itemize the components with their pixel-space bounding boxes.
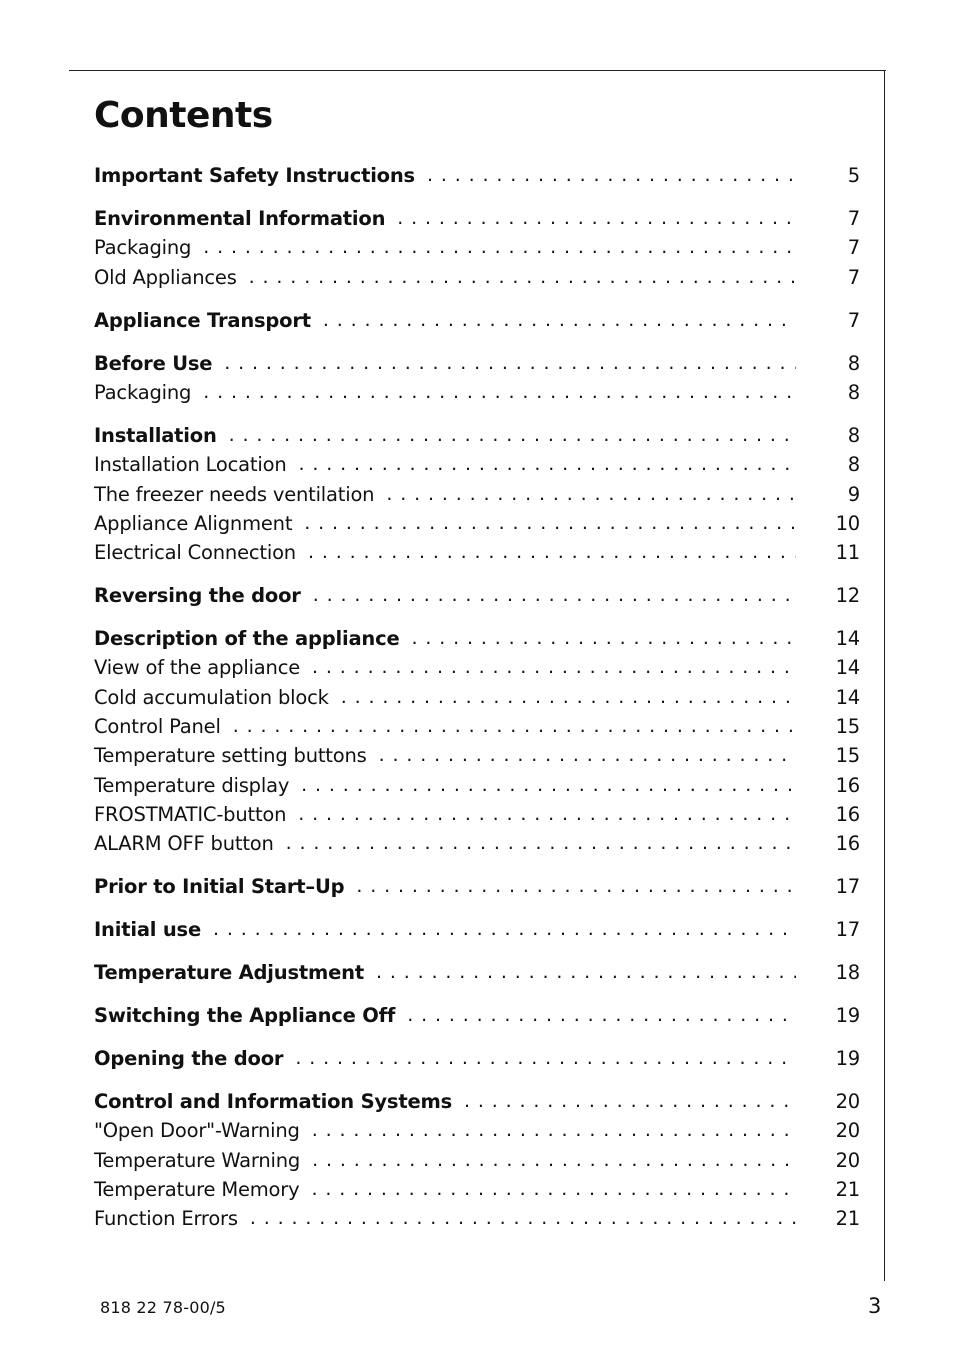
- toc-entry-page: 15: [835, 743, 860, 767]
- toc-entry-label: Temperature Adjustment: [94, 960, 364, 984]
- toc-dot-leader: [308, 538, 796, 566]
- toc-entry-label: Old Appliances: [94, 265, 237, 289]
- toc-entry-label: Appliance Transport: [94, 308, 311, 332]
- toc-entry-page: 8: [847, 452, 860, 476]
- toc-entry-label: Control and Information Systems: [94, 1089, 453, 1113]
- toc-entry-page: 19: [835, 1046, 860, 1070]
- toc-entry: [94, 712, 860, 740]
- toc-dot-leader: [341, 683, 796, 711]
- toc-entry-label: Installation: [94, 423, 217, 447]
- toc-entry-page: 12: [835, 583, 860, 607]
- toc-entry-page: 17: [835, 874, 860, 898]
- toc-entry-label: Temperature Warning: [94, 1148, 301, 1172]
- toc-entry-label: Reversing the door: [94, 583, 301, 607]
- toc-entry-page: 20: [835, 1148, 860, 1172]
- toc-dot-leader: [407, 1001, 796, 1029]
- toc-entry-label: Important Safety Instructions: [94, 163, 415, 187]
- toc-entry-page: 14: [835, 626, 860, 650]
- toc-entry-page: 15: [835, 714, 860, 738]
- toc-dot-leader: [323, 306, 796, 334]
- toc-entry-page: 5: [847, 163, 860, 187]
- toc-entry: [94, 480, 860, 508]
- toc-entry-label: Opening the door: [94, 1046, 284, 1070]
- toc-dot-leader: [203, 378, 796, 406]
- toc-entry-label: Packaging: [94, 235, 192, 259]
- toc-dot-leader: [311, 1175, 796, 1203]
- right-rule: [884, 70, 885, 1281]
- toc-entry-label: View of the appliance: [94, 655, 301, 679]
- toc-entry: [94, 683, 860, 711]
- toc-entry: [94, 378, 860, 406]
- toc-dot-leader: [298, 450, 796, 478]
- toc-entry-page: 14: [835, 685, 860, 709]
- toc-dot-leader: [386, 480, 796, 508]
- toc-entry-label: Environmental Information: [94, 206, 386, 230]
- toc-entry-label: Switching the Appliance Off: [94, 1003, 396, 1027]
- toc-entry: [94, 741, 860, 769]
- toc-entry: [94, 349, 860, 377]
- toc-entry-label: Appliance Alignment: [94, 511, 293, 535]
- toc-entry-label: Temperature display: [94, 773, 290, 797]
- toc-entry: [94, 1044, 860, 1072]
- toc-entry-label: Control Panel: [94, 714, 221, 738]
- toc-entry: [94, 800, 860, 828]
- toc-entry-page: 8: [847, 351, 860, 375]
- toc-entry: [94, 958, 860, 986]
- toc-entry: [94, 771, 860, 799]
- toc-entry-page: 8: [847, 380, 860, 404]
- toc-entry-label: Description of the appliance: [94, 626, 400, 650]
- toc-entry-label: Installation Location: [94, 452, 287, 476]
- toc-entry-label: Temperature Memory: [94, 1177, 300, 1201]
- toc-dot-leader: [411, 624, 796, 652]
- toc-entry-label: Prior to Initial Start–Up: [94, 874, 345, 898]
- toc-dot-leader: [295, 1044, 796, 1072]
- toc-dot-leader: [313, 581, 796, 609]
- toc-entry-page: 7: [847, 235, 860, 259]
- toc-entry-page: 9: [847, 482, 860, 506]
- toc-dot-leader: [286, 829, 796, 857]
- toc-entry-label: Electrical Connection: [94, 540, 296, 564]
- toc-entry-label: "Open Door"-Warning: [94, 1118, 300, 1142]
- toc-entry-label: Before Use: [94, 351, 213, 375]
- toc-entry-page: 19: [835, 1003, 860, 1027]
- toc-entry-page: 18: [835, 960, 860, 984]
- toc-dot-leader: [312, 1146, 796, 1174]
- toc-dot-leader: [203, 233, 796, 261]
- toc-entry-page: 7: [847, 206, 860, 230]
- toc-entry-label: FROSTMATIC-button: [94, 802, 287, 826]
- toc-entry-page: 21: [835, 1177, 860, 1201]
- page-title: Contents: [94, 95, 273, 136]
- toc-entry: [94, 263, 860, 291]
- toc-dot-leader: [301, 771, 796, 799]
- toc-entry-page: 20: [835, 1089, 860, 1113]
- toc-entry-label: Packaging: [94, 380, 192, 404]
- toc-dot-leader: [427, 161, 796, 189]
- toc-entry-page: 20: [835, 1118, 860, 1142]
- toc-entry: [94, 450, 860, 478]
- toc-entry: [94, 1087, 860, 1115]
- toc-dot-leader: [312, 653, 796, 681]
- toc-entry: [94, 653, 860, 681]
- toc-entry: [94, 161, 860, 189]
- toc-dot-leader: [250, 1204, 796, 1232]
- toc-entry-page: 17: [835, 917, 860, 941]
- toc-dot-leader: [464, 1087, 796, 1115]
- toc-entry: [94, 581, 860, 609]
- toc-dot-leader: [249, 263, 796, 291]
- toc-entry: [94, 1175, 860, 1203]
- toc-entry-page: 8: [847, 423, 860, 447]
- document-code: 818 22 78-00/5: [100, 1298, 226, 1317]
- toc-entry-page: 14: [835, 655, 860, 679]
- toc-dot-leader: [298, 800, 796, 828]
- toc-dot-leader: [376, 958, 796, 986]
- toc-entry: [94, 872, 860, 900]
- top-rule: [69, 70, 886, 71]
- toc-dot-leader: [356, 872, 796, 900]
- toc-entry: [94, 1001, 860, 1029]
- toc-entry-page: 16: [835, 831, 860, 855]
- toc-entry-label: ALARM OFF button: [94, 831, 274, 855]
- toc-entry: [94, 306, 860, 334]
- toc-entry-page: 11: [835, 540, 860, 564]
- toc-entry: [94, 509, 860, 537]
- toc-entry-page: 7: [847, 308, 860, 332]
- toc-dot-leader: [312, 1116, 796, 1144]
- toc-dot-leader: [397, 204, 796, 232]
- toc-entry-page: 16: [835, 802, 860, 826]
- toc-entry-page: 7: [847, 265, 860, 289]
- toc-entry-page: 10: [835, 511, 860, 535]
- toc-entry-page: 21: [835, 1206, 860, 1230]
- toc-dot-leader: [229, 421, 796, 449]
- toc-entry-label: Temperature setting buttons: [94, 743, 367, 767]
- toc-dot-leader: [304, 509, 796, 537]
- toc-entry: [94, 1146, 860, 1174]
- toc-entry: [94, 233, 860, 261]
- toc-entry-label: Initial use: [94, 917, 201, 941]
- toc-entry-page: 16: [835, 773, 860, 797]
- toc-entry-label: Function Errors: [94, 1206, 238, 1230]
- toc-entry: [94, 915, 860, 943]
- toc-entry: [94, 829, 860, 857]
- toc-entry: [94, 421, 860, 449]
- toc-entry: [94, 204, 860, 232]
- toc-entry-label: The freezer needs ventilation: [94, 482, 375, 506]
- toc-entry: [94, 624, 860, 652]
- toc-entry: [94, 538, 860, 566]
- toc-dot-leader: [233, 712, 796, 740]
- toc-entry: [94, 1204, 860, 1232]
- toc-entry-label: Cold accumulation block: [94, 685, 329, 709]
- toc-dot-leader: [224, 349, 796, 377]
- toc-dot-leader: [213, 915, 796, 943]
- page-number: 3: [868, 1294, 882, 1318]
- toc-dot-leader: [379, 741, 796, 769]
- toc-entry: [94, 1116, 860, 1144]
